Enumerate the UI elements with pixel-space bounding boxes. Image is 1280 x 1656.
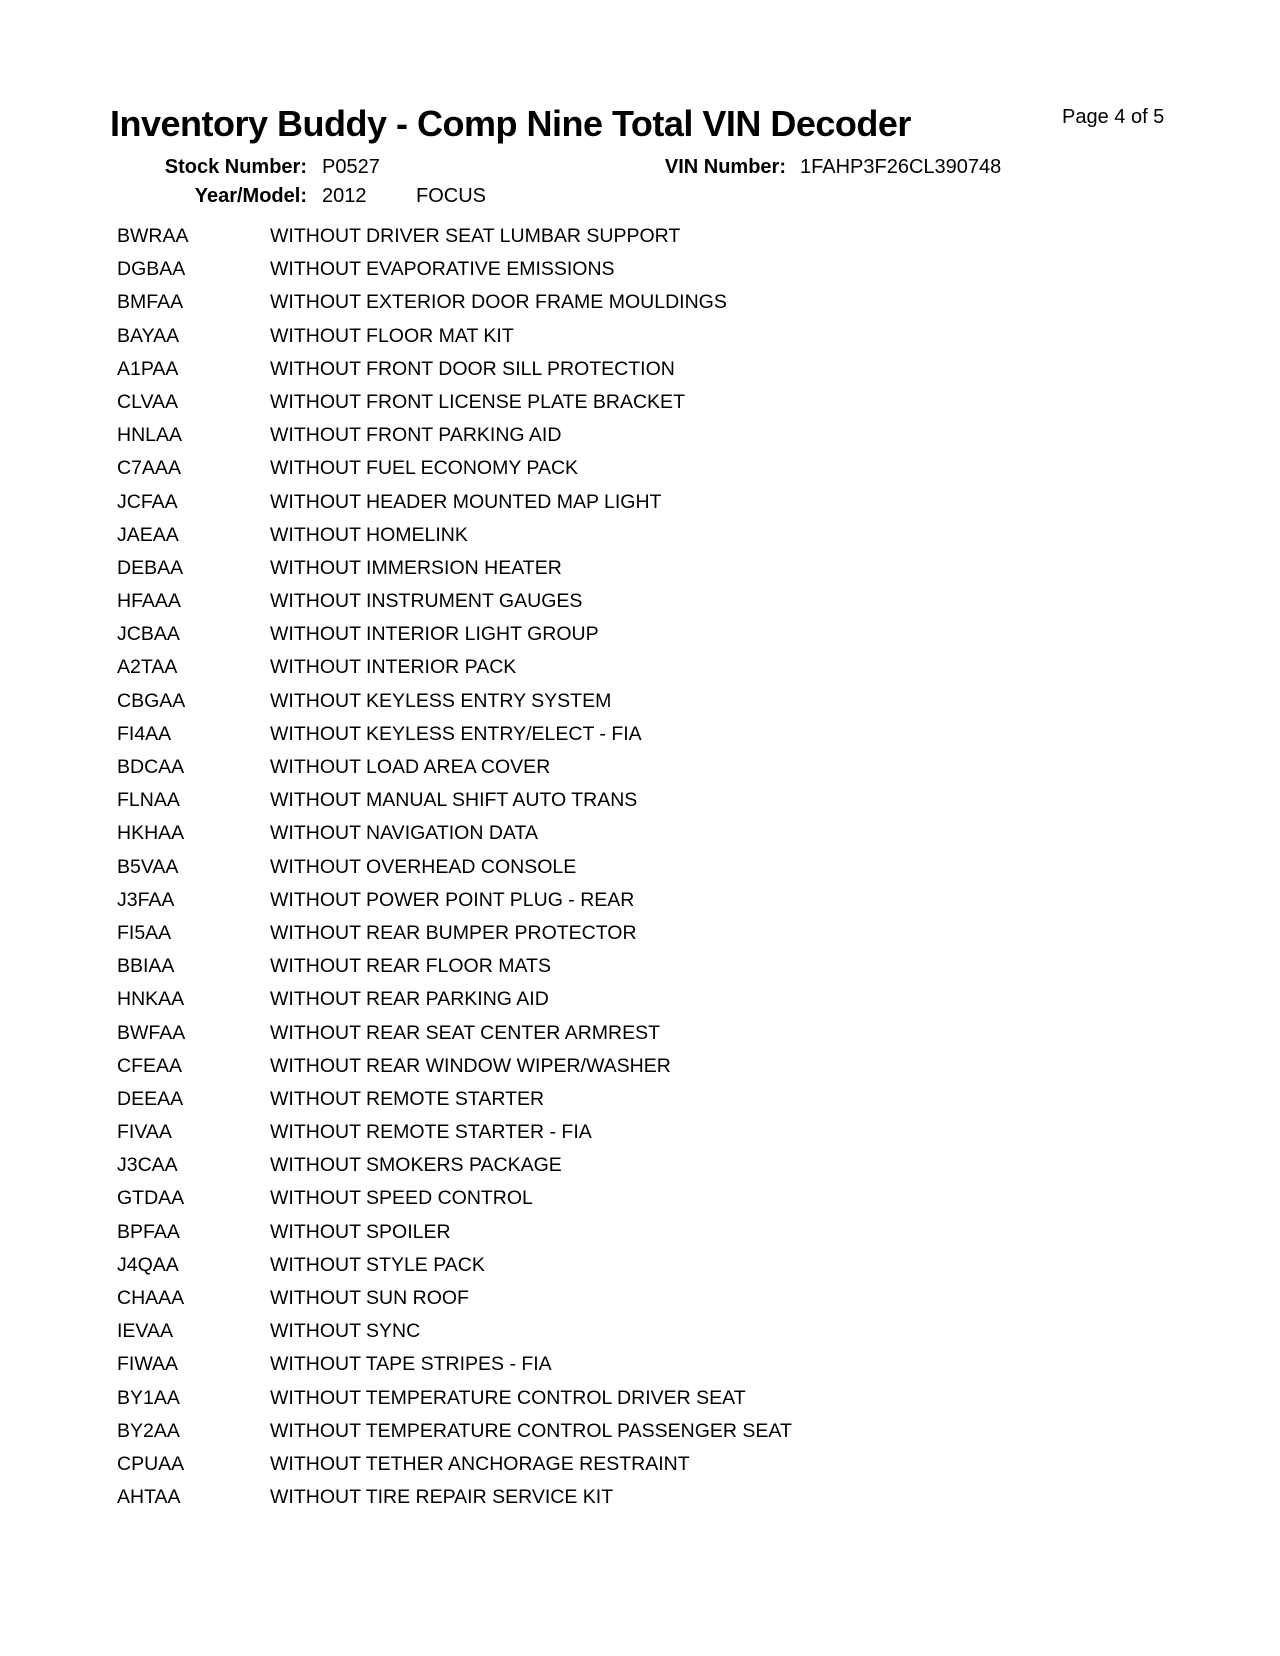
- option-code: GTDAA: [117, 1187, 185, 1210]
- option-description: WITHOUT NAVIGATION DATA: [270, 822, 538, 845]
- option-description: WITHOUT INTERIOR PACK: [270, 656, 517, 679]
- option-row: [0, 884, 1280, 917]
- option-code: J3FAA: [117, 888, 175, 911]
- option-code: BWFAA: [117, 1021, 186, 1044]
- option-row: [0, 950, 1280, 983]
- page-title: Inventory Buddy - Comp Nine Total VIN Decoder: [110, 103, 911, 144]
- option-row: [0, 685, 1280, 718]
- option-row: [0, 353, 1280, 386]
- option-row: [0, 917, 1280, 950]
- vin-number-value: 1FAHP3F26CL390748: [800, 156, 1002, 178]
- option-code: C7AAA: [117, 457, 181, 480]
- option-description: WITHOUT FRONT PARKING AID: [270, 424, 562, 447]
- option-code: AHTAA: [117, 1486, 181, 1509]
- option-row: [0, 1348, 1280, 1381]
- option-code: CFEAA: [117, 1054, 183, 1077]
- option-description: WITHOUT SYNC: [270, 1320, 421, 1343]
- option-row: [0, 851, 1280, 884]
- option-description: WITHOUT REAR WINDOW WIPER/WASHER: [270, 1054, 671, 1077]
- option-description: WITHOUT SUN ROOF: [270, 1287, 469, 1309]
- option-description: WITHOUT REAR SEAT CENTER ARMREST: [270, 1021, 661, 1044]
- option-description: WITHOUT TEMPERATURE CONTROL PASSENGER SEAT: [270, 1419, 792, 1442]
- option-description: WITHOUT IMMERSION HEATER: [270, 556, 562, 579]
- option-description: WITHOUT TETHER ANCHORAGE RESTRAINT: [270, 1452, 690, 1475]
- option-code: FIWAA: [117, 1353, 179, 1376]
- option-description: WITHOUT TEMPERATURE CONTROL DRIVER SEAT: [270, 1386, 746, 1409]
- option-description: WITHOUT EXTERIOR DOOR FRAME MOULDINGS: [270, 291, 727, 314]
- option-row: [0, 784, 1280, 817]
- option-code: BAYAA: [117, 324, 180, 347]
- option-code: IEVAA: [117, 1320, 173, 1343]
- option-code: FIVAA: [117, 1121, 172, 1144]
- option-row: [0, 419, 1280, 452]
- option-row: [0, 1249, 1280, 1282]
- year-model-label: Year/Model:: [194, 185, 307, 207]
- option-description: WITHOUT MANUAL SHIFT AUTO TRANS: [270, 789, 638, 812]
- option-description: WITHOUT FRONT LICENSE PLATE BRACKET: [270, 390, 685, 413]
- option-code: DEBAA: [117, 556, 184, 579]
- option-description: WITHOUT HOMELINK: [270, 523, 468, 546]
- option-description: WITHOUT OVERHEAD CONSOLE: [270, 855, 577, 878]
- option-description: WITHOUT KEYLESS ENTRY SYSTEM: [270, 689, 612, 712]
- option-code: BY1AA: [117, 1386, 180, 1409]
- option-code: BDCAA: [117, 756, 185, 778]
- option-description: WITHOUT TIRE REPAIR SERVICE KIT: [270, 1486, 614, 1509]
- option-description: WITHOUT HEADER MOUNTED MAP LIGHT: [270, 490, 662, 513]
- option-description: WITHOUT EVAPORATIVE EMISSIONS: [270, 258, 615, 281]
- option-code: CHAAA: [117, 1287, 185, 1309]
- option-row: [0, 1448, 1280, 1481]
- option-code: DGBAA: [117, 258, 186, 281]
- option-row: [0, 552, 1280, 585]
- option-description: WITHOUT SPOILER: [270, 1220, 451, 1243]
- option-row: [0, 220, 1280, 253]
- option-row: [0, 1415, 1280, 1448]
- option-row: [0, 1149, 1280, 1182]
- vin-number-label: VIN Number:: [664, 156, 786, 178]
- option-row: [0, 983, 1280, 1016]
- option-description: WITHOUT REMOTE STARTER - FIA: [270, 1121, 592, 1144]
- option-row: [0, 486, 1280, 519]
- option-row: [0, 452, 1280, 485]
- option-code: BBIAA: [117, 955, 175, 978]
- option-code: BY2AA: [117, 1419, 180, 1442]
- option-code: BPFAA: [117, 1220, 180, 1243]
- option-row: [0, 1182, 1280, 1215]
- option-description: WITHOUT REAR PARKING AID: [270, 988, 549, 1011]
- option-row: [0, 651, 1280, 684]
- model-value: FOCUS: [416, 185, 486, 207]
- option-description: WITHOUT STYLE PACK: [270, 1253, 485, 1276]
- option-code: B5VAA: [117, 855, 179, 878]
- option-row: [0, 1382, 1280, 1415]
- option-code: FI5AA: [117, 921, 172, 944]
- option-code: CPUAA: [117, 1452, 185, 1475]
- option-description: WITHOUT REAR BUMPER PROTECTOR: [270, 921, 637, 944]
- option-code: HKHAA: [117, 822, 185, 845]
- option-code: CBGAA: [117, 689, 186, 712]
- stock-number-label: Stock Number:: [164, 156, 307, 178]
- option-code: CLVAA: [117, 390, 179, 413]
- option-description: WITHOUT INSTRUMENT GAUGES: [270, 590, 583, 613]
- option-code: DEEAA: [117, 1087, 184, 1110]
- option-code: HFAAA: [117, 590, 181, 613]
- option-description: WITHOUT TAPE STRIPES - FIA: [270, 1353, 552, 1376]
- page-indicator: Page 4 of 5: [1062, 106, 1165, 128]
- option-description: WITHOUT SMOKERS PACKAGE: [270, 1154, 562, 1177]
- option-row: [0, 817, 1280, 850]
- option-row: [0, 1481, 1280, 1514]
- option-code: J4QAA: [117, 1253, 179, 1276]
- option-row: [0, 286, 1280, 319]
- option-code: JCBAA: [117, 623, 180, 646]
- option-row: [0, 1116, 1280, 1149]
- option-code: BWRAA: [117, 225, 189, 247]
- option-row: [0, 1282, 1280, 1315]
- option-row: [0, 386, 1280, 419]
- option-description: WITHOUT FRONT DOOR SILL PROTECTION: [270, 357, 675, 380]
- option-row: [0, 751, 1280, 784]
- option-description: WITHOUT KEYLESS ENTRY/ELECT - FIA: [270, 722, 642, 745]
- options-list: [0, 220, 1280, 1514]
- option-description: WITHOUT FUEL ECONOMY PACK: [270, 457, 579, 480]
- option-description: WITHOUT POWER POINT PLUG - REAR: [270, 888, 635, 911]
- option-description: WITHOUT DRIVER SEAT LUMBAR SUPPORT: [270, 225, 681, 247]
- option-row: [0, 618, 1280, 651]
- option-code: A2TAA: [117, 656, 178, 679]
- stock-number-value: P0527: [322, 156, 380, 178]
- option-code: JAEAA: [117, 523, 179, 546]
- option-row: [0, 1017, 1280, 1050]
- option-description: WITHOUT REMOTE STARTER: [270, 1087, 545, 1110]
- option-row: [0, 1083, 1280, 1116]
- option-code: HNLAA: [117, 424, 183, 447]
- option-code: FLNAA: [117, 789, 180, 812]
- option-code: BMFAA: [117, 291, 184, 314]
- option-description: WITHOUT FLOOR MAT KIT: [270, 324, 514, 347]
- option-row: [0, 320, 1280, 353]
- option-code: A1PAA: [117, 357, 179, 380]
- option-description: WITHOUT REAR FLOOR MATS: [270, 955, 551, 978]
- option-row: [0, 519, 1280, 552]
- option-code: JCFAA: [117, 490, 178, 513]
- option-description: WITHOUT SPEED CONTROL: [270, 1187, 533, 1210]
- option-row: [0, 1050, 1280, 1083]
- option-row: [0, 1315, 1280, 1348]
- option-description: WITHOUT LOAD AREA COVER: [270, 756, 551, 778]
- year-value: 2012: [322, 185, 367, 207]
- option-description: WITHOUT INTERIOR LIGHT GROUP: [270, 623, 599, 646]
- option-row: [0, 1216, 1280, 1249]
- option-code: FI4AA: [117, 722, 172, 745]
- option-code: HNKAA: [117, 988, 185, 1011]
- option-code: J3CAA: [117, 1154, 178, 1177]
- option-row: [0, 718, 1280, 751]
- option-row: [0, 585, 1280, 618]
- option-row: [0, 253, 1280, 286]
